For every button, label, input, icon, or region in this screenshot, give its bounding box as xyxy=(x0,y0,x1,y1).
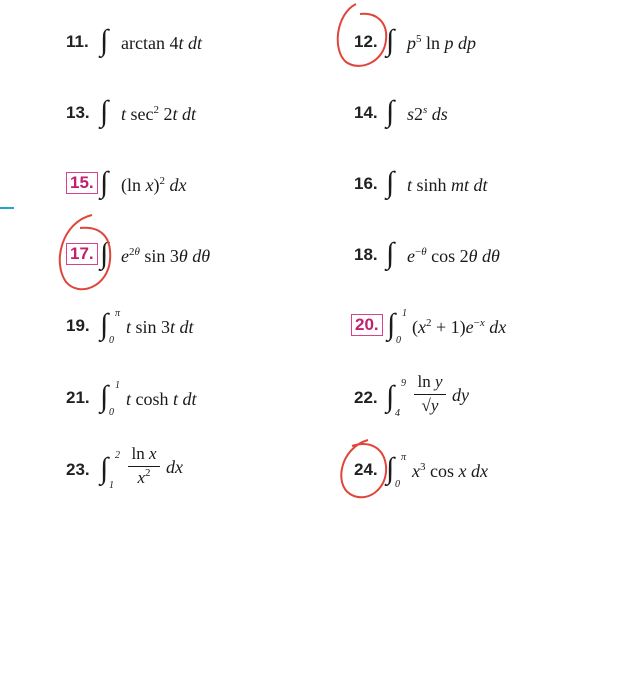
lower-limit: 4 xyxy=(395,408,400,419)
problem-expression: t cosh t dt xyxy=(126,389,197,409)
circle-mark-12 xyxy=(338,4,387,66)
problem-number: 21. xyxy=(66,388,90,407)
problem-number: 11. xyxy=(66,32,89,51)
problem-expression: t sinh mt dt xyxy=(407,175,488,195)
circle-mark-17 xyxy=(60,215,110,289)
integral-sign: ∫ xyxy=(386,237,395,270)
lower-limit: 0 xyxy=(109,407,114,418)
lower-limit: 0 xyxy=(395,479,400,490)
problem-expression: $e^{-\theta}$ cos 2θ dθ xyxy=(407,246,500,266)
problem-number: 20. xyxy=(351,314,383,336)
problem-number: 19. xyxy=(66,316,90,335)
problem-expression: $x^3$ cos x dx xyxy=(412,461,488,481)
integral-sign: ∫ xyxy=(100,95,109,128)
problem-number: 18. xyxy=(354,245,378,264)
integral-sign: ∫ xyxy=(386,24,395,57)
upper-limit: π xyxy=(115,308,121,319)
upper-limit: 2 xyxy=(115,450,120,461)
problem-number: 22. xyxy=(354,388,378,407)
problem-expression: arctan 4t dt xyxy=(121,33,202,53)
upper-limit: 1 xyxy=(402,308,407,319)
integral-sign: ∫ xyxy=(100,308,109,341)
problem-expression: $(x^2 + 1)e^{-x}$ dx xyxy=(412,317,507,337)
integral-sign: ∫ xyxy=(386,95,395,128)
upper-limit: π xyxy=(401,452,407,463)
problem-expression: t sin 3t dt xyxy=(126,317,194,337)
problem-expression: (ln x)$^2$ dx xyxy=(121,175,187,195)
problem-number: 13. xyxy=(66,103,90,122)
problem-expression: t $\sec^2 2t$ dt xyxy=(121,104,197,124)
integral-sign: ∫ xyxy=(100,380,109,413)
problem-number: 12. xyxy=(354,32,378,51)
problem-number: 14. xyxy=(354,103,378,122)
problem-expression: s2$^s$ ds xyxy=(407,104,448,124)
lower-limit: 1 xyxy=(109,480,114,491)
upper-limit: 1 xyxy=(115,380,120,391)
integral-sign: ∫ xyxy=(387,308,396,341)
integral-sign: ∫ xyxy=(100,24,109,57)
upper-limit: 9 xyxy=(401,378,406,389)
problem-number: 16. xyxy=(354,174,378,193)
integral-sign: ∫ xyxy=(100,237,109,270)
integral-sign: ∫ xyxy=(386,452,395,485)
problem-expression: $e^{2\theta}$ sin 3θ dθ xyxy=(121,246,211,266)
integral-sign: ∫ xyxy=(100,166,109,199)
circle-mark-24 xyxy=(341,440,386,497)
problem-number: 17. xyxy=(66,243,98,265)
lower-limit: 0 xyxy=(109,335,114,346)
problem-number: 15. xyxy=(66,172,98,194)
differential: dx xyxy=(166,457,183,477)
fraction-denominator: √y xyxy=(421,396,439,415)
integral-sign: ∫ xyxy=(100,452,109,485)
problem-expression: $p^5$ ln p dp xyxy=(407,33,477,53)
fraction-numerator: ln x xyxy=(131,444,157,463)
fraction-denominator: $x^2$ xyxy=(137,467,151,487)
lower-limit: 0 xyxy=(396,335,401,346)
fraction-numerator: ln y xyxy=(417,372,443,391)
integral-sign: ∫ xyxy=(386,166,395,199)
integral-sign: ∫ xyxy=(386,380,395,413)
problem-number: 23. xyxy=(66,460,90,479)
differential: dy xyxy=(452,385,469,405)
problem-number: 24. xyxy=(354,460,378,479)
